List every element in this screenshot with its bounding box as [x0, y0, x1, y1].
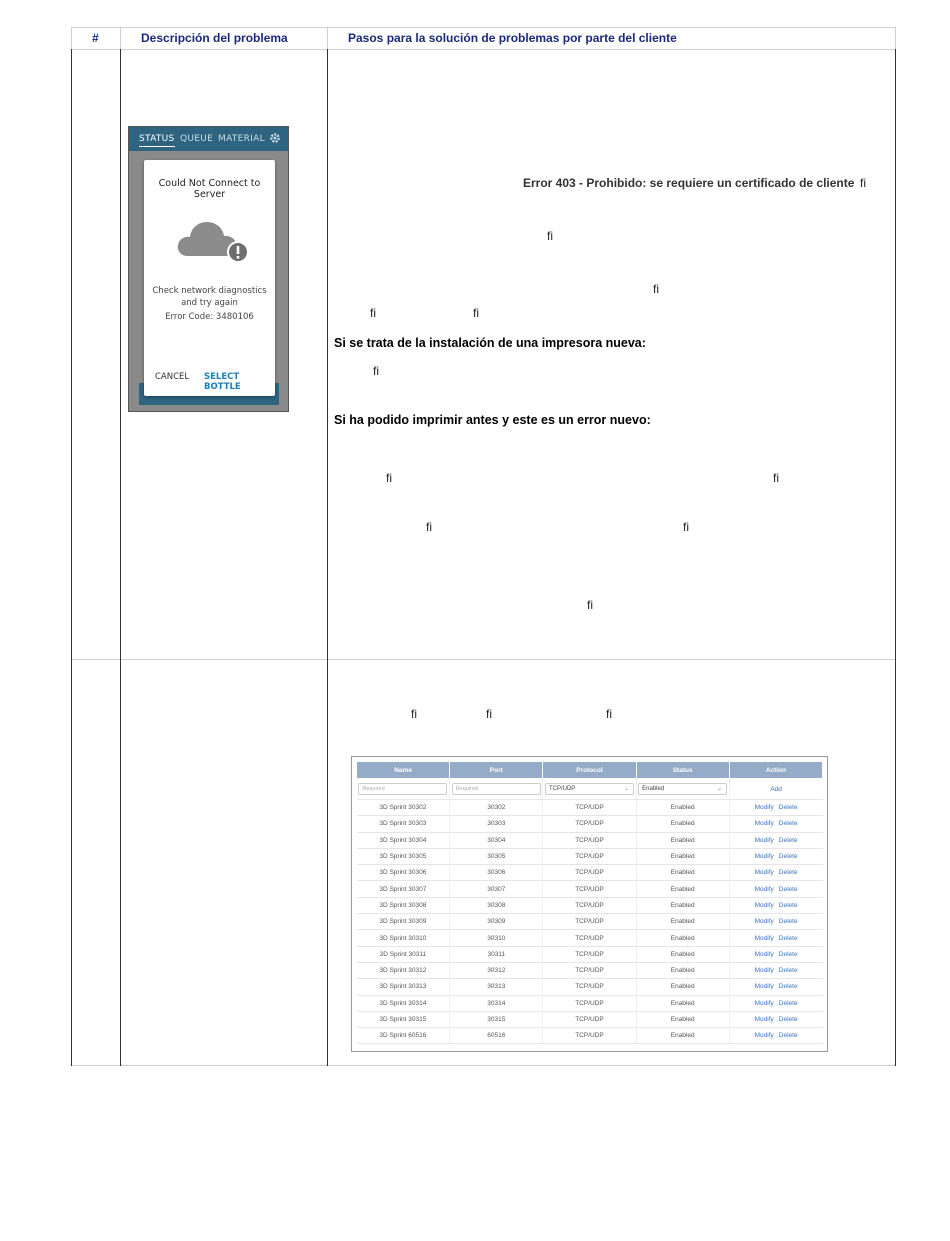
cell-name: 3D Sprint 30313 [357, 979, 450, 995]
delete-button[interactable]: Delete [778, 934, 798, 942]
cell-status: Enabled [636, 897, 729, 913]
modify-button[interactable]: Modify [754, 999, 774, 1007]
error-dialog [144, 160, 275, 396]
add-button[interactable]: Add [770, 785, 782, 793]
cell-protocol: TCP/UDP [543, 979, 636, 995]
cell-name: 3D Sprint 30306 [357, 865, 450, 881]
cell-status: Enabled [636, 995, 729, 1011]
cell-port: 30307 [450, 881, 543, 897]
cell-port: 30314 [450, 995, 543, 1011]
cell-action [729, 1028, 822, 1044]
ligature-fragment: fi [860, 176, 866, 190]
delete-button[interactable]: Delete [778, 1016, 798, 1023]
cell-protocol: TCP/UDP [543, 930, 636, 946]
delete-button[interactable]: Delete [778, 1032, 798, 1040]
column-header: Status [636, 762, 729, 779]
phone-screenshot [128, 126, 289, 412]
cell-status: Enabled [636, 832, 729, 848]
header-divider-1 [120, 27, 121, 49]
cell-status: Enabled [636, 1011, 729, 1027]
phone-tab-bar [129, 127, 288, 151]
cloud-warning-icon [176, 212, 250, 264]
modify-button[interactable]: Modify [754, 950, 774, 958]
port-input[interactable]: Required [452, 783, 541, 795]
ligature-fragment: fi [426, 520, 432, 534]
cell-action [729, 930, 822, 946]
cell-status: Enabled [636, 848, 729, 864]
table-row [357, 930, 823, 946]
cell-status: Enabled [636, 800, 729, 816]
delete-button[interactable]: Delete [778, 836, 798, 844]
col-border-2 [327, 49, 328, 1066]
header-divider-right [895, 27, 896, 49]
ligature-fragment: fi [683, 520, 689, 534]
header-divider-left [71, 27, 72, 49]
delete-button[interactable]: Delete [778, 820, 798, 828]
protocol-select[interactable] [545, 783, 634, 795]
chevron-down-icon: ⌄ [717, 786, 723, 792]
error-403-text: Error 403 - Prohibido: se requiere un certificado de cliente [523, 176, 855, 190]
tab-material[interactable]: MATERIAL [218, 134, 265, 144]
cell-name: 3D Sprint 30310 [357, 930, 450, 946]
cell-port: 30310 [450, 930, 543, 946]
dialog-message-line2: and try again [181, 298, 238, 308]
modify-button[interactable]: Modify [754, 918, 774, 926]
modify-button[interactable]: Modify [754, 967, 774, 975]
table-row [357, 816, 823, 832]
tab-status[interactable]: STATUS [139, 134, 175, 147]
cell-protocol: TCP/UDP [543, 800, 636, 816]
cell-port: 30309 [450, 914, 543, 930]
modify-button[interactable]: Modify [754, 836, 774, 844]
table-row [357, 995, 823, 1011]
cell-status: Enabled [636, 962, 729, 978]
cell-name: 3D Sprint 30309 [357, 914, 450, 930]
cell-name: 3D Sprint 30315 [357, 1011, 450, 1027]
status-select[interactable] [638, 783, 727, 795]
cell-protocol: TCP/UDP [543, 816, 636, 832]
table-row [357, 897, 823, 913]
cell-status: Enabled [636, 930, 729, 946]
cell-status: Enabled [636, 1028, 729, 1044]
delete-button[interactable]: Delete [778, 885, 798, 893]
table-row [357, 1011, 823, 1027]
cell-action [729, 1011, 822, 1027]
delete-button[interactable]: Delete [778, 804, 798, 812]
port-forwarding-screenshot [351, 756, 828, 1052]
cell-action [729, 979, 822, 995]
modify-button[interactable]: Modify [754, 1032, 774, 1040]
dialog-title: Could Not Connect to Server [158, 178, 261, 200]
header-divider-2 [327, 27, 328, 49]
gear-icon[interactable] [269, 132, 281, 144]
table-row [357, 1028, 823, 1044]
ligature-fragment: fi [370, 306, 376, 320]
ligature-fragment: fi [386, 471, 392, 485]
modify-button[interactable]: Modify [754, 820, 774, 828]
heading-new-error: Si ha podido imprimir antes y este es un error nuevo: [334, 413, 651, 427]
cell-action [729, 995, 822, 1011]
ligature-fragment: fi [587, 598, 593, 612]
cell-protocol: TCP/UDP [543, 881, 636, 897]
ligature-fragment: fi [411, 707, 417, 721]
modify-button[interactable]: Modify [754, 901, 774, 909]
header-description: Descripción del problema [141, 31, 288, 45]
protocol-select-value: TCP/UDP [548, 786, 576, 792]
col-border-right [895, 49, 896, 1066]
cell-action [729, 962, 822, 978]
cell-port: 60516 [450, 1028, 543, 1044]
table-row [357, 914, 823, 930]
cell-action [729, 946, 822, 962]
header-bottom-border [71, 49, 896, 50]
column-header: Protocol [543, 762, 636, 779]
column-header: Action [729, 762, 822, 779]
cancel-button[interactable]: CANCEL [155, 372, 190, 382]
header-number: # [92, 31, 99, 45]
col-border-1 [120, 49, 121, 1066]
cell-action [729, 897, 822, 913]
delete-button[interactable]: Delete [778, 869, 798, 877]
table-row [357, 800, 823, 816]
cell-protocol: TCP/UDP [543, 865, 636, 881]
cell-protocol: TCP/UDP [543, 962, 636, 978]
cell-port: 30312 [450, 962, 543, 978]
ligature-fragment: fi [606, 707, 612, 721]
modify-button[interactable]: Modify [754, 869, 774, 877]
cell-status: Enabled [636, 946, 729, 962]
column-header: Name [357, 762, 450, 779]
col-border-left [71, 49, 72, 1066]
table-row [357, 832, 823, 848]
cell-port: 30302 [450, 800, 543, 816]
cell-protocol: TCP/UDP [543, 897, 636, 913]
cell-protocol: TCP/UDP [543, 848, 636, 864]
table-row [357, 962, 823, 978]
ligature-fragment: fi [473, 306, 479, 320]
cell-action [729, 816, 822, 832]
modify-button[interactable]: Modify [754, 853, 774, 861]
ligature-fragment: fi [486, 707, 492, 721]
cell-action [729, 865, 822, 881]
name-input[interactable]: Required [358, 783, 447, 795]
cell-port: 30311 [450, 946, 543, 962]
table-bottom-border [71, 1065, 896, 1066]
modify-button[interactable]: Modify [754, 983, 774, 991]
cell-protocol: TCP/UDP [543, 1028, 636, 1044]
table-top-border [71, 27, 896, 28]
cell-action [729, 832, 822, 848]
chevron-down-icon: ⌄ [623, 786, 629, 792]
tab-queue[interactable]: QUEUE [180, 134, 214, 144]
cell-name: 3D Sprint 30312 [357, 962, 450, 978]
cell-status: Enabled [636, 881, 729, 897]
cell-name: 3D Sprint 30314 [357, 995, 450, 1011]
dialog-error-code: Error Code: 3480106 [165, 312, 254, 322]
cell-name: 3D Sprint 30302 [357, 800, 450, 816]
ligature-fragment: fi [547, 229, 553, 243]
cell-protocol: TCP/UDP [543, 914, 636, 930]
cell-port: 30303 [450, 816, 543, 832]
cell-status: Enabled [636, 816, 729, 832]
delete-button[interactable]: Delete [778, 853, 798, 861]
cell-protocol: TCP/UDP [543, 946, 636, 962]
table-row [357, 946, 823, 962]
heading-new-printer: Si se trata de la instalación de una impresora nueva: [334, 336, 646, 350]
ligature-fragment: fi [653, 282, 659, 296]
dialog-message-line1: Check network diagnostics [152, 286, 267, 296]
modify-button[interactable]: Modify [754, 934, 774, 942]
cell-name: 3D Sprint 30308 [357, 897, 450, 913]
table-row [357, 848, 823, 864]
cell-name: 3D Sprint 30304 [357, 832, 450, 848]
cell-port: 30304 [450, 832, 543, 848]
cell-action [729, 848, 822, 864]
delete-button[interactable]: Delete [778, 967, 798, 975]
cell-status: Enabled [636, 865, 729, 881]
cell-action [729, 800, 822, 816]
ligature-fragment: fi [373, 364, 379, 378]
cell-port: 30313 [450, 979, 543, 995]
cell-name: 3D Sprint 60516 [357, 1028, 450, 1044]
modify-button[interactable]: Modify [754, 1016, 774, 1023]
cell-name: 3D Sprint 30311 [357, 946, 450, 962]
delete-button[interactable]: Delete [778, 983, 798, 991]
delete-button[interactable]: Delete [778, 999, 798, 1007]
cell-port: 30305 [450, 848, 543, 864]
cell-action [729, 914, 822, 930]
modify-button[interactable]: Modify [754, 885, 774, 893]
ligature-fragment: fi [773, 471, 779, 485]
column-header: Port [450, 762, 543, 779]
cell-name: 3D Sprint 30305 [357, 848, 450, 864]
port-forwarding-table [356, 761, 823, 1044]
status-select-value: Enabled [642, 786, 665, 792]
cell-port: 30306 [450, 865, 543, 881]
table-row [357, 881, 823, 897]
header-steps: Pasos para la solución de problemas por parte del cliente [348, 31, 677, 45]
row1-bottom-border [71, 659, 896, 660]
cell-port: 30315 [450, 1011, 543, 1027]
cell-protocol: TCP/UDP [543, 832, 636, 848]
add-rule-row [357, 779, 823, 800]
cell-name: 3D Sprint 30303 [357, 816, 450, 832]
cell-protocol: TCP/UDP [543, 1011, 636, 1027]
delete-button[interactable]: Delete [778, 901, 798, 909]
select-bottle-button[interactable]: SELECT BOTTLE [204, 372, 241, 392]
delete-button[interactable]: Delete [778, 950, 798, 958]
cell-action [729, 881, 822, 897]
cell-status: Enabled [636, 979, 729, 995]
cell-protocol: TCP/UDP [543, 995, 636, 1011]
cell-status: Enabled [636, 914, 729, 930]
table-row [357, 979, 823, 995]
cell-port: 30308 [450, 897, 543, 913]
modify-button[interactable]: Modify [754, 804, 774, 812]
delete-button[interactable]: Delete [778, 918, 798, 926]
cell-name: 3D Sprint 30307 [357, 881, 450, 897]
table-row [357, 865, 823, 881]
